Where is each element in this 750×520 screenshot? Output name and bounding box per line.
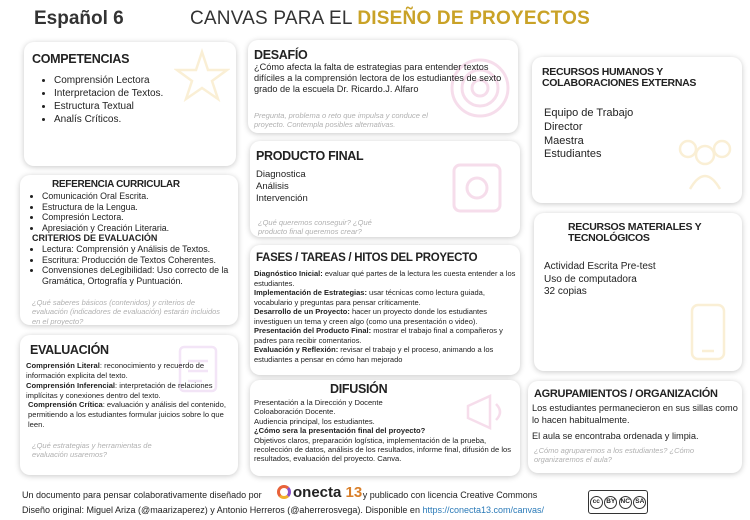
list-item: Análisis: [256, 181, 289, 193]
subject-title: Español 6: [34, 8, 124, 29]
list-item: • Comunicación Oral Escrita.: [42, 191, 169, 202]
list-item: • Analís Críticos.: [54, 113, 163, 126]
agrupamientos-hint: ¿Cómo agruparemos a los estudiantes? ¿Cómo organizaremos el aula?: [534, 446, 695, 465]
list-item: Intervención: [256, 193, 308, 205]
fases-body: [254, 269, 516, 364]
evaluacion-item: Comprensión Literal: reconocimiento y recuerdo de información explicita del texto.: [26, 361, 205, 380]
desafio-hint: Pregunta, problema o reto que impulsa y conduce el proyecto. Contempla posibles alternativas.: [254, 111, 428, 130]
footer-text-b: y publicado con licencia Creative Commons: [362, 490, 538, 500]
agrupamientos-card: [528, 381, 742, 473]
title-prefix: CANVAS PARA EL: [190, 8, 358, 29]
difusion-line: Audiencia principal, los estudiantes.: [254, 416, 375, 426]
fases-title: FASES / TAREAS / HITOS DEL PROYECTO: [256, 252, 478, 264]
cc-icon: cc: [590, 496, 603, 509]
desafio-card: [248, 40, 518, 133]
recursos-materiales-card: [534, 213, 742, 371]
phone-icon: [684, 301, 732, 363]
list-item: Director: [544, 120, 583, 133]
evaluacion-item: Comprensión Crítica: evaluación y análisis del contenido, permitiendo a los estudiantes formular juicios sobre lo que leen.: [28, 400, 226, 430]
fase-item: Diagnóstico Inicial: evaluar qué partes de la lectura les cuesta entender a los estudiantes.: [254, 269, 516, 288]
list-item: Maestra: [544, 134, 584, 147]
fase-item: Presentación del Producto Final: mostrar el trabajo final a compañeros y padres para recibir comentarios.: [254, 326, 503, 345]
people-icon: [672, 133, 738, 193]
difusion-line: Presentación a la Dirección y Docente: [254, 398, 383, 407]
agrupamientos-title: AGRUPAMIENTOS / ORGANIZACIÓN: [534, 388, 718, 400]
producto-list: [256, 169, 308, 205]
list-item: • Escritura: Producción de Textos Coherentes.: [42, 255, 236, 266]
desafio-title: DESAFÍO: [254, 48, 308, 62]
list-item: 32 copias: [544, 286, 587, 298]
footer-credits: Diseño original: Miguel Ariza (@maarizaperez) y Antonio Herreros (@aherrerosvega). Disponible en: [22, 505, 423, 515]
referencia-card: [20, 175, 238, 325]
by-icon: BY: [604, 496, 617, 509]
list-item: • Interpretacion de Textos.: [54, 87, 163, 100]
page-title: [190, 8, 590, 30]
referencia-hint: ¿Qué saberes básicos (contenidos) y criterios de evaluación (indicadores de evaluación) estarán incluidos en el proyecto?: [32, 298, 221, 325]
referencia-list: [20, 191, 169, 234]
recursos-materiales-title: RECURSOS MATERIALES Y TECNOLÓGICOS: [568, 221, 702, 245]
recursos-materiales-list: [544, 261, 656, 299]
competencias-list: [26, 74, 163, 126]
evaluacion-item: Comprensión Inferencial: interpretación de relaciones implícitas y conexiones dentro del texto.: [26, 380, 213, 400]
producto-card: [250, 141, 520, 237]
list-item: • Apresiación y Creación Literaria.: [42, 223, 169, 234]
desafio-text: ¿Cómo afecta la falta de estrategias para entender textos difíciles a la comprensión lectora de los estudiantes de sexto grado de la escuela Dr. Ricardo.J. Alfaro: [254, 62, 502, 95]
list-item: Diagnostica: [256, 169, 306, 180]
footer-line-2: [22, 505, 544, 515]
list-item: • Estructura Textual: [54, 100, 163, 113]
recursos-humanos-list: [544, 107, 633, 162]
competencias-title: COMPETENCIAS: [32, 52, 130, 66]
difusion-question: ¿Cómo sera la presentación final del proyecto?: [254, 426, 426, 436]
evaluacion-hint: ¿Qué estrategias y herramientas de evaluación usaremos?: [32, 441, 152, 460]
criterios-list: [20, 244, 236, 287]
difusion-card: [250, 380, 520, 476]
sa-icon: SA: [633, 496, 646, 509]
evaluacion-title: EVALUACIÓN: [30, 343, 109, 357]
competencias-card: [24, 42, 236, 166]
fase-item: Desarrollo de un Proyecto: hacer un proyecto donde los estudiantes investiguen un tema y creen algo (como una presentación o video).: [254, 307, 488, 326]
referencia-title: REFERENCIA CURRICULAR: [52, 179, 180, 190]
footer-text-a: Un documento para pensar colaborativamente diseñado por: [22, 490, 262, 500]
list-item: Equipo de Trabajo: [544, 107, 634, 119]
evaluacion-card: [20, 335, 238, 475]
list-item: Actividad Escrita Pre-test: [544, 261, 656, 272]
difusion-after: Objetivos claros, preparación logística, implementación de la prueba, recolección de datos, análisis de los resultados, informe final, difusión de los resultados, evaluación del proyecto. Canva.: [254, 435, 512, 464]
list-item: Estudiantes: [544, 148, 602, 161]
evaluacion-body: [26, 361, 234, 430]
title-accent: DISEÑO DE PROYECTOS: [357, 8, 590, 29]
list-item: Uso de computadora: [544, 273, 637, 285]
recursos-humanos-title: RECURSOS HUMANOS Y COLABORACIONES EXTERNAS: [542, 66, 697, 90]
star-icon: [174, 48, 230, 104]
list-item: • Estructura de la Lengua.: [42, 202, 169, 213]
fase-item: Evaluación y Reflexión: revisar el trabajo y el proceso, animando a los estudiantes a pensar en cómo han mejorado: [254, 345, 494, 364]
list-item: • Comprensión Lectora: [54, 74, 163, 87]
agrupamientos-text1: Los estudiantes permanecieron en sus sillas como lo hacen habitualmente.: [532, 403, 738, 425]
footer-link[interactable]: https://conecta13.com/canvas/: [422, 505, 545, 515]
difusion-line: Coloaboración Docente.: [254, 407, 336, 417]
list-item: • Convensiones deLegibilidad: Uso correcto de la Gramática, Ortografía y Puntuación.: [42, 265, 236, 286]
producto-title: PRODUCTO FINAL: [256, 149, 364, 163]
list-item: • Lectura: Comprensión y Análisis de Textos.: [42, 244, 236, 255]
product-icon: [446, 157, 508, 219]
agrupamientos-text2: El aula se encontraba ordenada y limpia.: [532, 431, 699, 441]
fases-card: [250, 245, 520, 375]
difusion-body: [254, 398, 516, 464]
nc-icon: NC: [619, 496, 632, 509]
difusion-title: DIFUSIÓN: [330, 382, 388, 396]
criterios-title: CRITERIOS DE EVALUACIÓN: [32, 233, 158, 243]
recursos-humanos-card: [532, 57, 742, 203]
creative-commons-badge: [588, 490, 648, 514]
producto-hint: ¿Qué queremos conseguir? ¿Qué producto final queremos crear?: [258, 218, 372, 237]
conecta-c-icon: [277, 485, 291, 499]
fase-item: Implementación de Estrategias: usar técnicas como lectura guiada, vocabulario y preguntas para pensar críticamente.: [254, 288, 485, 307]
list-item: • Compresión Lectora.: [42, 212, 169, 223]
conecta13-logo: onecta 13: [277, 484, 362, 501]
